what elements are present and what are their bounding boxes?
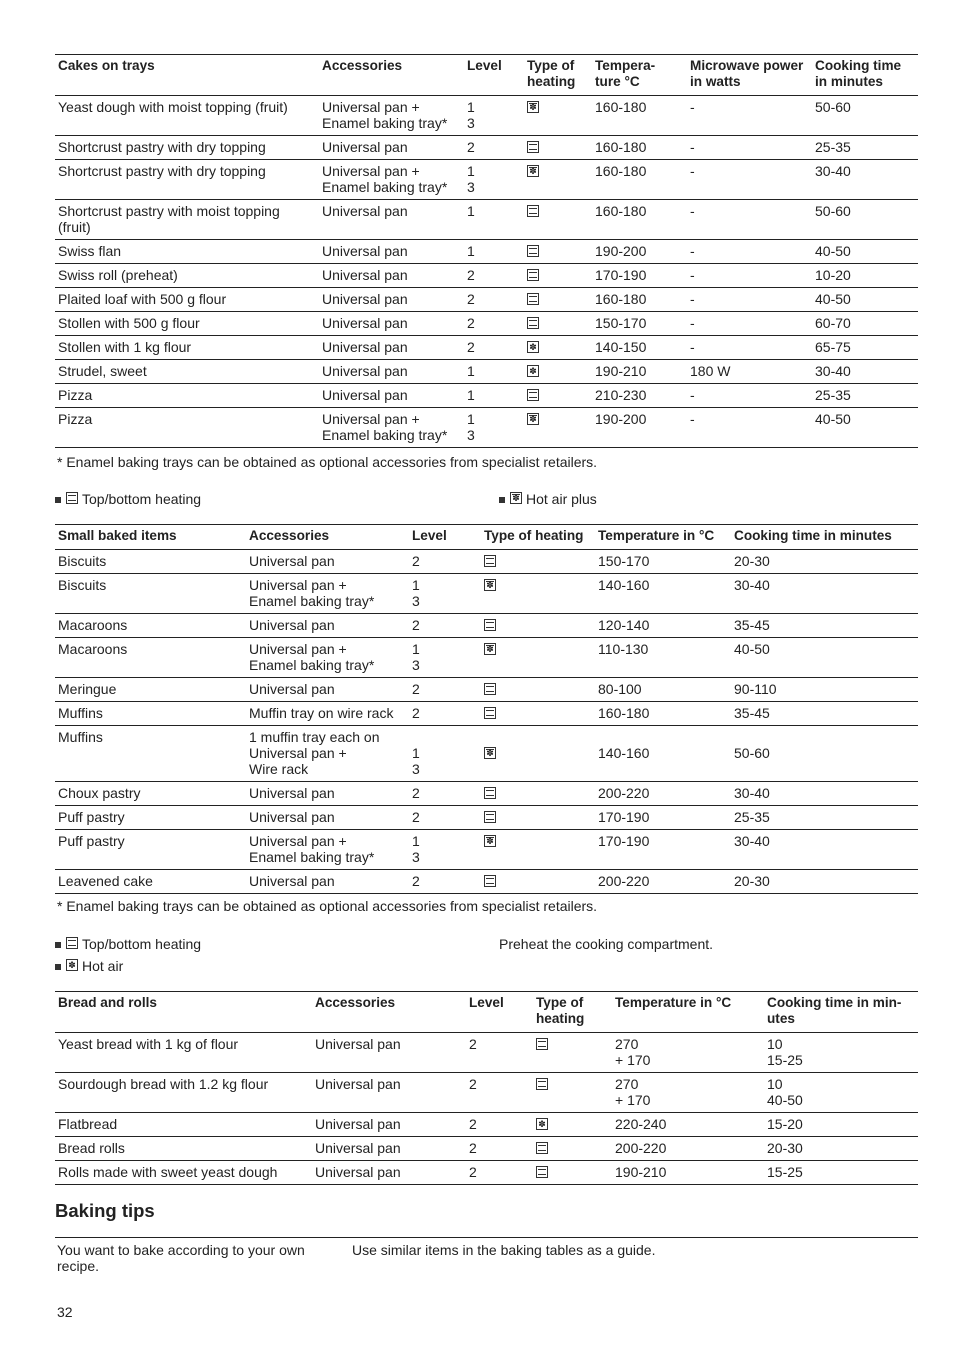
table-cell: 30-40	[812, 360, 918, 384]
table-cell: 30-40	[812, 160, 918, 200]
legend-label: Hot air plus	[526, 491, 597, 507]
table-row	[55, 264, 918, 288]
table-cell: Universal pan + Enamel baking tray*	[319, 96, 464, 136]
col-header: Cooking time in minutes	[731, 525, 918, 550]
table-cell: Stollen with 1 kg flour	[55, 336, 319, 360]
table-cell: 140-160	[595, 726, 731, 782]
table-cell: 2	[409, 870, 481, 894]
table-cell: Pizza	[55, 408, 319, 448]
table-cell: 65-75	[812, 336, 918, 360]
table-row	[55, 726, 918, 782]
table-cell: Universal pan	[319, 136, 464, 160]
table-cell: 1 muffin tray each on Universal pan + Wire rack	[246, 726, 409, 782]
table-cell: 170-190	[595, 830, 731, 870]
table-cell: Universal pan	[319, 360, 464, 384]
table-cell: 120-140	[595, 614, 731, 638]
legend-top-bottom	[55, 491, 201, 507]
table-cell: 40-50	[812, 288, 918, 312]
heating-type-cell	[481, 870, 595, 894]
col-header: Cakes on trays	[55, 55, 319, 96]
table-cell: Meringue	[55, 678, 246, 702]
table-row	[55, 702, 918, 726]
heating-type-cell	[481, 830, 595, 870]
table-row	[55, 678, 918, 702]
bullet-icon	[55, 942, 61, 948]
col-header: Type of heating	[524, 55, 592, 96]
top-bottom-heating-icon	[536, 1038, 548, 1050]
table-cell: Universal pan	[246, 550, 409, 574]
table-cell: 2	[464, 288, 524, 312]
table-cell: 2	[409, 550, 481, 574]
heating-type-cell	[524, 336, 592, 360]
top-bottom-heating-icon	[484, 707, 496, 719]
col-header: Level	[464, 55, 524, 96]
table-header-row	[55, 992, 918, 1033]
table-cell: -	[687, 312, 812, 336]
table-cell: 2	[464, 312, 524, 336]
table-cell: 140-160	[595, 574, 731, 614]
heating-type-cell	[481, 678, 595, 702]
table-cell: 1 3	[409, 574, 481, 614]
top-bottom-heating-icon	[484, 619, 496, 631]
heating-type-cell	[533, 1113, 612, 1137]
table-cell: 15-25	[764, 1161, 918, 1185]
table-cell: 200-220	[612, 1137, 764, 1161]
table-cell: Universal pan	[312, 1137, 466, 1161]
table-cell: 15-20	[764, 1113, 918, 1137]
col-header: Temperature in °C	[612, 992, 764, 1033]
table-cell: 110-130	[595, 638, 731, 678]
table-cell: Stollen with 500 g flour	[55, 312, 319, 336]
tip-question: You want to bake according to your own recipe.	[57, 1242, 305, 1274]
top-bottom-heating-icon	[66, 492, 78, 504]
table-cell: -	[687, 200, 812, 240]
table-cell: 20-30	[731, 550, 918, 574]
bread-and-rolls-table	[55, 991, 918, 1185]
table-row	[55, 1073, 918, 1113]
table-cell: 160-180	[592, 288, 687, 312]
cakes-on-trays-table	[55, 54, 918, 448]
table-cell: 150-170	[595, 550, 731, 574]
col-header: Tempera- ture °C	[592, 55, 687, 96]
table-row	[55, 870, 918, 894]
heating-type-cell	[524, 408, 592, 448]
table-cell: 210-230	[592, 384, 687, 408]
table-cell: 2	[464, 264, 524, 288]
heating-type-cell	[533, 1161, 612, 1185]
table-row	[55, 200, 918, 240]
table-cell: Pizza	[55, 384, 319, 408]
table-row	[55, 1161, 918, 1185]
table-cell: 2	[466, 1073, 533, 1113]
table-cell: Universal pan + Enamel baking tray*	[246, 638, 409, 678]
table-cell: -	[687, 96, 812, 136]
divider	[55, 1237, 918, 1238]
table-cell: -	[687, 384, 812, 408]
table-cell: Choux pastry	[55, 782, 246, 806]
table-cell: 200-220	[595, 870, 731, 894]
table-cell: Plaited loaf with 500 g flour	[55, 288, 319, 312]
hot-air-icon	[66, 959, 78, 971]
table-cell: Yeast dough with moist topping (fruit)	[55, 96, 319, 136]
legend-label: Top/bottom heating	[82, 936, 202, 952]
table-cell: 1	[464, 240, 524, 264]
table-cell: Biscuits	[55, 574, 246, 614]
table-cell: 35-45	[731, 702, 918, 726]
table-cell: 25-35	[812, 136, 918, 160]
heating-type-cell	[481, 806, 595, 830]
col-header: Temperature in °C	[595, 525, 731, 550]
table-row	[55, 96, 918, 136]
table-cell: Universal pan	[312, 1161, 466, 1185]
table-cell: 2	[466, 1137, 533, 1161]
table-cell: -	[687, 336, 812, 360]
top-bottom-heating-icon	[527, 389, 539, 401]
hot-air-icon	[527, 365, 539, 377]
heating-type-cell	[481, 574, 595, 614]
heating-type-cell	[524, 200, 592, 240]
preheat-note: Preheat the cooking compartment.	[499, 936, 714, 952]
table-cell: 160-180	[592, 96, 687, 136]
table-cell: 30-40	[731, 830, 918, 870]
table-cell: Shortcrust pastry with moist topping (fruit)	[55, 200, 319, 240]
hot-air-icon	[536, 1118, 548, 1130]
top-bottom-heating-icon	[527, 245, 539, 257]
table-cell: Universal pan	[246, 782, 409, 806]
table-cell: 190-200	[592, 240, 687, 264]
table-cell: 2	[466, 1161, 533, 1185]
small-baked-items-table	[55, 524, 918, 894]
table-cell: 10-20	[812, 264, 918, 288]
table-row	[55, 1033, 918, 1073]
table-cell: Biscuits	[55, 550, 246, 574]
col-header: Type of heating	[533, 992, 612, 1033]
table-cell: 2	[409, 614, 481, 638]
table-cell: Macaroons	[55, 638, 246, 678]
table-cell: Universal pan	[319, 264, 464, 288]
table-cell: -	[687, 288, 812, 312]
top-bottom-heating-icon	[484, 555, 496, 567]
table-cell: Universal pan	[319, 200, 464, 240]
table-cell: Universal pan	[246, 614, 409, 638]
top-bottom-heating-icon	[536, 1142, 548, 1154]
col-header: Microwave power in watts	[687, 55, 812, 96]
table-cell: 1	[464, 360, 524, 384]
table-cell: Bread rolls	[55, 1137, 312, 1161]
hot-air-plus-icon	[510, 492, 522, 504]
table-cell: 150-170	[592, 312, 687, 336]
table-cell: 60-70	[812, 312, 918, 336]
table-cell: 50-60	[731, 726, 918, 782]
table-cell: 160-180	[592, 160, 687, 200]
table-row	[55, 574, 918, 614]
top-bottom-heating-icon	[527, 293, 539, 305]
table-cell: 190-200	[592, 408, 687, 448]
table-cell: 190-210	[612, 1161, 764, 1185]
table-cell: Rolls made with sweet yeast dough	[55, 1161, 312, 1185]
table-cell: 1 3	[464, 160, 524, 200]
top-bottom-heating-icon	[527, 141, 539, 153]
top-bottom-heating-icon	[484, 787, 496, 799]
table-row	[55, 336, 918, 360]
table-cell: 160-180	[592, 136, 687, 160]
table-cell: 40-50	[812, 408, 918, 448]
hot-air-plus-icon	[484, 579, 496, 591]
top-bottom-heating-icon	[484, 811, 496, 823]
heating-type-cell	[524, 160, 592, 200]
table-cell: 2	[409, 782, 481, 806]
heating-type-cell	[481, 726, 595, 782]
table-cell: Strudel, sweet	[55, 360, 319, 384]
table-cell: Universal pan	[312, 1033, 466, 1073]
heating-type-cell	[481, 638, 595, 678]
table-cell: 30-40	[731, 782, 918, 806]
table-cell: Shortcrust pastry with dry topping	[55, 136, 319, 160]
heating-type-cell	[524, 288, 592, 312]
bullet-icon	[55, 964, 61, 970]
table-cell: 1	[464, 384, 524, 408]
table-cell: Flatbread	[55, 1113, 312, 1137]
hot-air-plus-icon	[527, 413, 539, 425]
hot-air-plus-icon	[527, 165, 539, 177]
table-cell: Universal pan	[319, 312, 464, 336]
table-row	[55, 638, 918, 678]
table-cell: -	[687, 136, 812, 160]
table-cell: Shortcrust pastry with dry topping	[55, 160, 319, 200]
table-cell: 1 3	[464, 96, 524, 136]
hot-air-plus-icon	[484, 747, 496, 759]
heating-type-cell	[481, 782, 595, 806]
heating-type-cell	[524, 360, 592, 384]
table-cell: 220-240	[612, 1113, 764, 1137]
top-bottom-heating-icon	[527, 269, 539, 281]
table-cell: 2	[464, 336, 524, 360]
legend-label: Top/bottom heating	[82, 491, 202, 507]
table-cell: 140-150	[592, 336, 687, 360]
table-cell: 160-180	[592, 200, 687, 240]
table-cell: Universal pan + Enamel baking tray*	[246, 574, 409, 614]
col-header: Accessories	[246, 525, 409, 550]
table-cell: 2	[409, 678, 481, 702]
table-cell: Universal pan	[319, 288, 464, 312]
col-header: Bread and rolls	[55, 992, 312, 1033]
table-cell: Puff pastry	[55, 806, 246, 830]
table-row	[55, 782, 918, 806]
table-cell: 40-50	[731, 638, 918, 678]
table-cell: Muffins	[55, 702, 246, 726]
table-cell: Universal pan	[312, 1073, 466, 1113]
top-bottom-heating-icon	[536, 1166, 548, 1178]
col-header: Level	[466, 992, 533, 1033]
table-cell: 25-35	[731, 806, 918, 830]
table-row	[55, 312, 918, 336]
table-row	[55, 1113, 918, 1137]
heating-type-cell	[481, 614, 595, 638]
footnote: * Enamel baking trays can be obtained as optional accessories from specialist retailers.	[57, 898, 598, 914]
top-bottom-heating-icon	[527, 317, 539, 329]
top-bottom-heating-icon	[536, 1078, 548, 1090]
top-bottom-heating-icon	[527, 205, 539, 217]
col-header: Accessories	[312, 992, 466, 1033]
table-cell: Universal pan	[246, 870, 409, 894]
table-cell: 20-30	[731, 870, 918, 894]
table-cell: Universal pan	[319, 384, 464, 408]
table-cell: Universal pan	[312, 1113, 466, 1137]
heating-type-cell	[524, 136, 592, 160]
bullet-icon	[499, 497, 505, 503]
table-row	[55, 830, 918, 870]
col-header: Type of heating	[481, 525, 595, 550]
legend-hot-air	[55, 958, 123, 974]
table-row	[55, 550, 918, 574]
table-cell: Yeast bread with 1 kg of flour	[55, 1033, 312, 1073]
table-cell: Universal pan + Enamel baking tray*	[246, 830, 409, 870]
table-cell: -	[687, 264, 812, 288]
table-cell: 35-45	[731, 614, 918, 638]
col-header: Cooking time in minutes	[812, 55, 918, 96]
table-cell: Swiss roll (preheat)	[55, 264, 319, 288]
top-bottom-heating-icon	[484, 683, 496, 695]
table-header-row	[55, 525, 918, 550]
table-cell: 2	[464, 136, 524, 160]
table-cell: 170-190	[595, 806, 731, 830]
table-cell: Universal pan	[319, 240, 464, 264]
col-header: Accessories	[319, 55, 464, 96]
top-bottom-heating-icon	[484, 875, 496, 887]
table-row	[55, 288, 918, 312]
table-cell: 10 40-50	[764, 1073, 918, 1113]
table-row	[55, 384, 918, 408]
table-row	[55, 136, 918, 160]
hot-air-plus-icon	[527, 101, 539, 113]
table-cell: 2	[409, 806, 481, 830]
table-row	[55, 360, 918, 384]
table-cell: 180 W	[687, 360, 812, 384]
table-cell: -	[687, 408, 812, 448]
table-header-row	[55, 55, 918, 96]
table-cell: 1 3	[409, 726, 481, 782]
table-cell: 80-100	[595, 678, 731, 702]
table-cell: 1 3	[409, 638, 481, 678]
table-cell: 200-220	[595, 782, 731, 806]
footnote: * Enamel baking trays can be obtained as optional accessories from specialist retailers.	[57, 454, 598, 470]
heating-type-cell	[533, 1033, 612, 1073]
table-cell: 50-60	[812, 200, 918, 240]
table-cell: 170-190	[592, 264, 687, 288]
table-cell: 2	[409, 702, 481, 726]
table-cell: Sourdough bread with 1.2 kg flour	[55, 1073, 312, 1113]
table-cell: 270 + 170	[612, 1033, 764, 1073]
table-cell: Swiss flan	[55, 240, 319, 264]
col-header: Cooking time in min- utes	[764, 992, 918, 1033]
baking-tips-heading: Baking tips	[55, 1200, 155, 1221]
legend-label: Hot air	[82, 958, 124, 974]
col-header: Small baked items	[55, 525, 246, 550]
table-cell: Leavened cake	[55, 870, 246, 894]
heating-type-cell	[524, 312, 592, 336]
table-cell: Muffins	[55, 726, 246, 782]
hot-air-plus-icon	[484, 835, 496, 847]
table-cell: 2	[466, 1033, 533, 1073]
table-cell: Universal pan	[246, 806, 409, 830]
page-number: 32	[57, 1304, 73, 1320]
table-cell: 30-40	[731, 574, 918, 614]
heating-type-cell	[524, 384, 592, 408]
table-cell: 90-110	[731, 678, 918, 702]
hot-air-plus-icon	[484, 643, 496, 655]
table-cell: Puff pastry	[55, 830, 246, 870]
table-cell: 2	[466, 1113, 533, 1137]
legend-top-bottom	[55, 936, 201, 952]
table-cell: Universal pan + Enamel baking tray*	[319, 160, 464, 200]
heating-type-cell	[481, 702, 595, 726]
table-cell: 160-180	[595, 702, 731, 726]
table-cell: Universal pan + Enamel baking tray*	[319, 408, 464, 448]
heating-type-cell	[524, 264, 592, 288]
bullet-icon	[55, 497, 61, 503]
table-row	[55, 408, 918, 448]
heating-type-cell	[481, 550, 595, 574]
heating-type-cell	[533, 1073, 612, 1113]
table-cell: 20-30	[764, 1137, 918, 1161]
table-cell: 50-60	[812, 96, 918, 136]
table-cell: -	[687, 240, 812, 264]
heating-type-cell	[524, 240, 592, 264]
table-cell: 1 3	[409, 830, 481, 870]
table-row	[55, 240, 918, 264]
hot-air-icon	[527, 341, 539, 353]
table-cell: 10 15-25	[764, 1033, 918, 1073]
legend-hot-air-plus	[499, 491, 597, 507]
table-row	[55, 614, 918, 638]
table-cell: -	[687, 160, 812, 200]
table-cell: Macaroons	[55, 614, 246, 638]
table-cell: 1	[464, 200, 524, 240]
table-cell: 270 + 170	[612, 1073, 764, 1113]
table-row	[55, 160, 918, 200]
col-header: Level	[409, 525, 481, 550]
table-cell: 190-210	[592, 360, 687, 384]
heating-type-cell	[524, 96, 592, 136]
table-cell: 1 3	[464, 408, 524, 448]
tip-answer: Use similar items in the baking tables as a guide.	[352, 1242, 656, 1258]
table-cell: Muffin tray on wire rack	[246, 702, 409, 726]
heating-type-cell	[533, 1137, 612, 1161]
table-row	[55, 806, 918, 830]
table-row	[55, 1137, 918, 1161]
table-cell: 40-50	[812, 240, 918, 264]
table-cell: 25-35	[812, 384, 918, 408]
table-cell: Universal pan	[319, 336, 464, 360]
table-cell: Universal pan	[246, 678, 409, 702]
top-bottom-heating-icon	[66, 937, 78, 949]
